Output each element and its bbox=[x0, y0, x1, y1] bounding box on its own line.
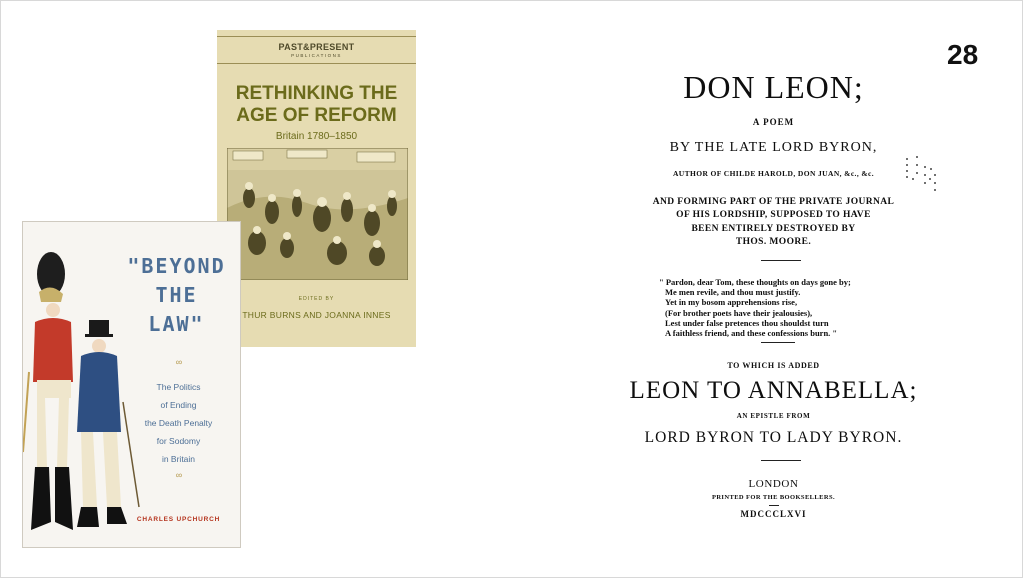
book-cover-rethinking-age-of-reform bbox=[217, 30, 416, 347]
author-of-line: AUTHOR OF CHILDE HAROLD, DON JUAN, &c., &c. bbox=[672, 169, 875, 178]
forming-line: THOS. MOORE. bbox=[735, 236, 812, 247]
crowd-engraving-image bbox=[227, 148, 408, 280]
book-title-line-2: THE bbox=[155, 283, 198, 307]
book-title-line-2: AGE OF REFORM bbox=[236, 105, 397, 126]
lord-to-lady-line: LORD BYRON TO LADY BYRON. bbox=[644, 429, 903, 446]
cover-illustration-crowd bbox=[227, 148, 408, 280]
by-line: BY THE LATE LORD BYRON, bbox=[669, 140, 878, 155]
book-subtitle-line: the Death Penalty bbox=[144, 418, 213, 428]
ornament-bottom-icon: ∞ bbox=[175, 470, 183, 480]
slide-number: 28 bbox=[947, 39, 979, 70]
imprint-city: LONDON bbox=[748, 478, 799, 490]
to-which-added-label: TO WHICH IS ADDED bbox=[727, 361, 820, 370]
quote-line: Yet in my bosom apprehensions rise, bbox=[665, 297, 798, 308]
book-title-line-3: LAW" bbox=[148, 312, 205, 336]
forming-line: BEEN ENTIRELY DESTROYED BY bbox=[691, 223, 856, 234]
forming-part-text bbox=[601, 196, 946, 249]
epigraph-quote bbox=[659, 277, 851, 338]
library-stamp-icon bbox=[903, 153, 939, 193]
book-subtitle: Britain 1780–1850 bbox=[275, 131, 358, 142]
main-title: DON LEON; bbox=[683, 69, 864, 105]
second-title: LEON TO ANNABELLA; bbox=[629, 377, 918, 404]
quote-line: Me men revile, and thou must justify. bbox=[665, 287, 801, 298]
epistle-from-label: AN EPISTLE FROM bbox=[736, 412, 811, 420]
book-title-line-1: "BEYOND bbox=[127, 254, 226, 278]
quote-line: (For brother poets have their jealousies), bbox=[665, 307, 813, 318]
divider bbox=[761, 260, 801, 261]
quote-line: Lest under false pretences thou shouldst turn bbox=[665, 317, 829, 328]
quote-line: " Pardon, dear Tom, these thoughts on days gone by; bbox=[659, 277, 851, 287]
edited-by-label: EDITED BY bbox=[298, 296, 335, 302]
forming-line: AND FORMING PART OF THE PRIVATE JOURNAL bbox=[652, 197, 895, 207]
book-editors: THUR BURNS AND JOANNA INNES bbox=[242, 310, 391, 320]
book-title bbox=[113, 252, 240, 339]
a-poem-label: A POEM bbox=[752, 117, 795, 127]
divider bbox=[761, 460, 801, 461]
imprint-year: MDCCCLXVI bbox=[740, 509, 807, 519]
book-title-line-1: RETHINKING THE bbox=[235, 83, 398, 104]
book-subtitle-line: in Britain bbox=[161, 454, 196, 464]
publisher-subtitle: PUBLICATIONS bbox=[291, 53, 342, 58]
quote-line: A faithless friend, and these confessions burn. " bbox=[665, 328, 838, 339]
book-subtitle bbox=[118, 378, 239, 468]
publisher-logo: PAST&PRESENT bbox=[278, 42, 355, 52]
divider bbox=[761, 342, 795, 343]
book-subtitle-line: of Ending bbox=[160, 400, 197, 410]
book-title bbox=[217, 83, 416, 127]
forming-line: OF HIS LORDSHIP, SUPPOSED TO HAVE bbox=[676, 210, 871, 221]
book-author: CHARLES UPCHURCH bbox=[136, 516, 221, 523]
ornament-top-icon: ∞ bbox=[175, 357, 183, 367]
divider bbox=[769, 505, 779, 506]
don-leon-title-page bbox=[601, 61, 946, 551]
book-subtitle-line: The Politics bbox=[156, 382, 201, 392]
book-cover-beyond-the-law bbox=[23, 222, 240, 547]
imprint-printer: PRINTED FOR THE BOOKSELLERS. bbox=[711, 494, 836, 501]
book-subtitle-line: for Sodomy bbox=[156, 436, 201, 446]
